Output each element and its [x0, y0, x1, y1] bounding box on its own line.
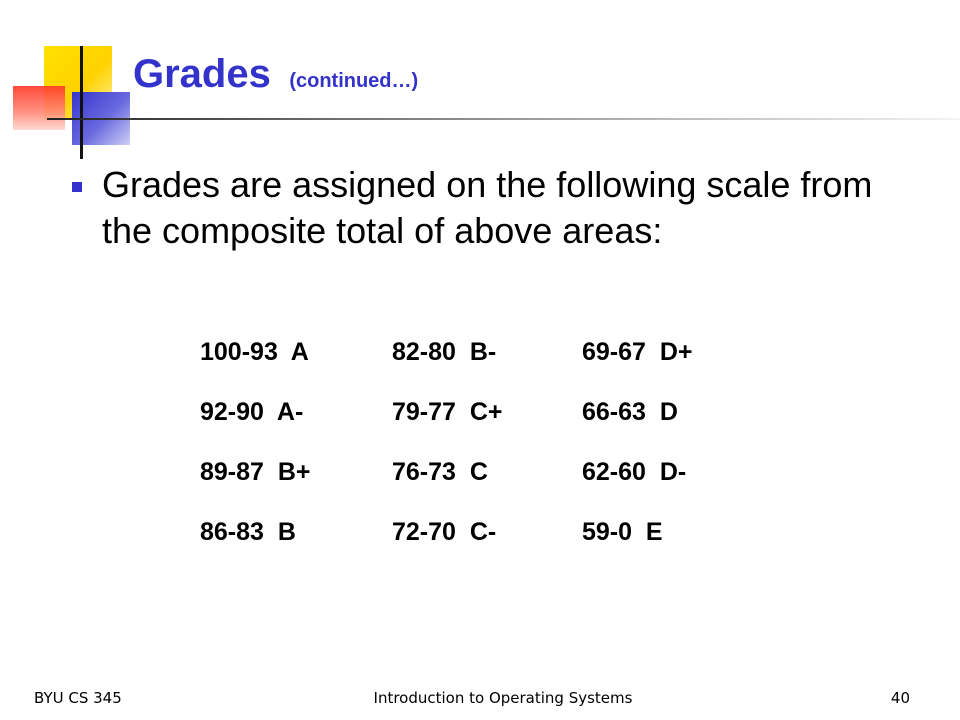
- grade-cell: 69-67 D+: [582, 338, 693, 366]
- grade-cell: 92-90 A-: [200, 398, 304, 426]
- grade-cell: 62-60 D-: [582, 458, 687, 486]
- grade-cell: 66-63 D: [582, 398, 678, 426]
- footer-course-title: Introduction to Operating Systems: [373, 689, 633, 707]
- bullet-text: Grades are assigned on the following scale from the composite total of above areas:: [102, 164, 873, 251]
- footer-course: BYU CS 345: [34, 689, 122, 707]
- slide-title-suffix: (continued…): [289, 70, 419, 92]
- grade-cell: 59-0 E: [582, 518, 663, 546]
- grade-scale-table: [200, 338, 772, 578]
- vertical-line-decoration: [80, 46, 83, 159]
- grade-cell: 82-80 B-: [392, 338, 497, 366]
- slide-title: [133, 52, 418, 97]
- grade-cell: 89-87 B+: [200, 458, 311, 486]
- title-underline: [47, 118, 960, 120]
- square-bullet-icon: [72, 182, 82, 192]
- grade-cell: 79-77 C+: [392, 398, 503, 426]
- grade-cell: 86-83 B: [200, 518, 296, 546]
- slide-title-text: Grades: [133, 52, 271, 96]
- grade-cell: 76-73 C: [392, 458, 488, 486]
- grade-cell: 100-93 A: [200, 338, 309, 366]
- slide-footer: [0, 689, 960, 713]
- grade-cell: 72-70 C-: [392, 518, 497, 546]
- red-square-decoration: [13, 86, 65, 130]
- footer-page-number: 40: [890, 689, 910, 707]
- slide-logo-decoration: [0, 0, 150, 160]
